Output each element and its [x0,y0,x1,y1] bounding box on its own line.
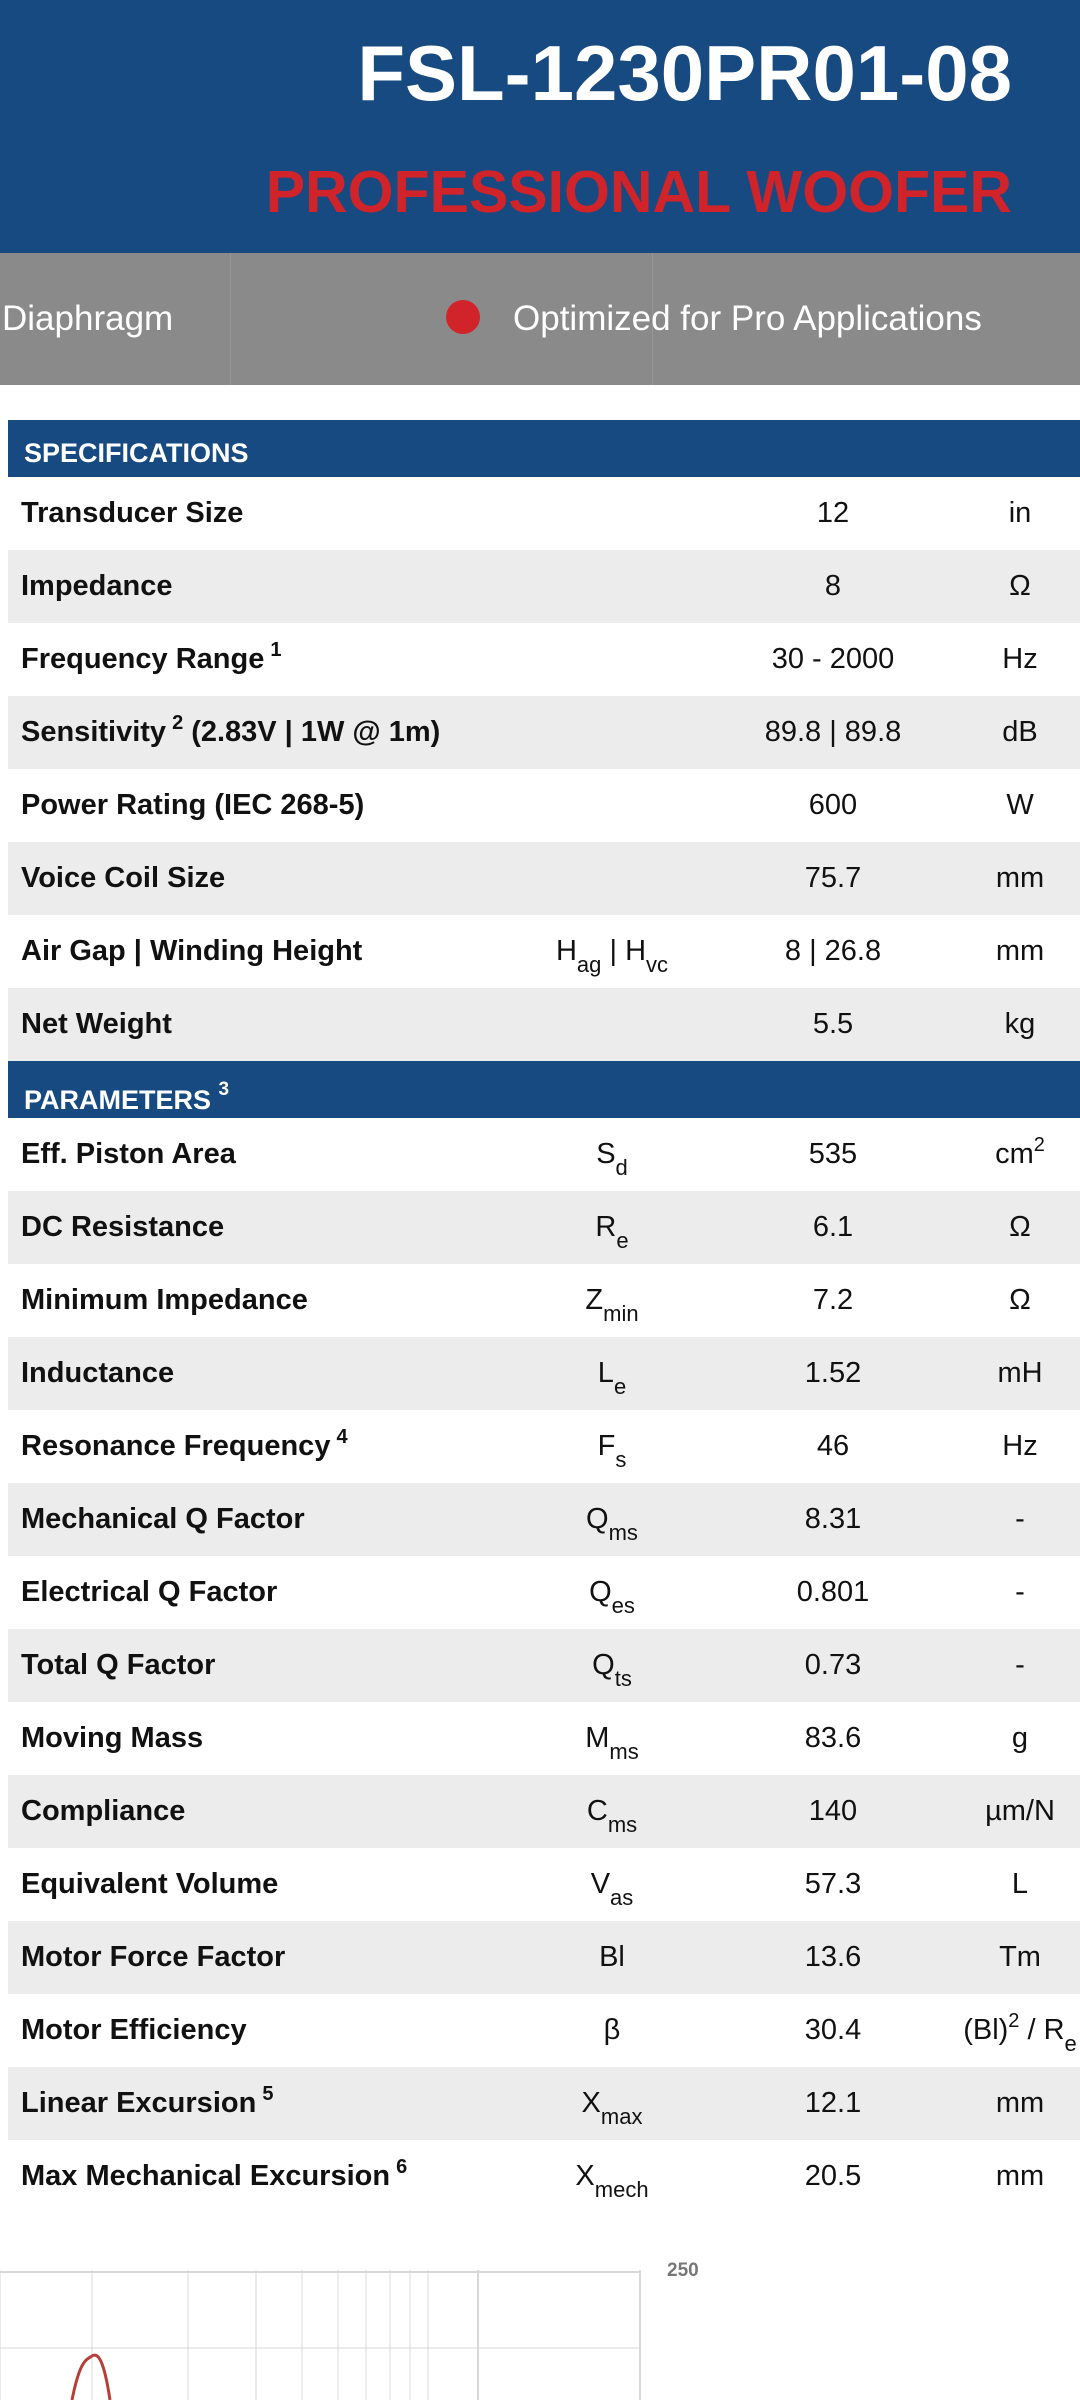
row-symbol [522,1264,702,1338]
row-symbol [522,1629,702,1703]
symbol-subscript: e [613,1374,627,1399]
row-unit [952,1775,1080,1848]
row-value: 5.5 [812,1008,854,1040]
row-name [21,1848,278,1921]
row-name [21,477,243,550]
row-label-suffix: (2.83V | 1W @ 1m) [191,716,441,748]
row-name [21,1921,285,1994]
header-banner [0,0,1080,253]
unit-main: W [1006,789,1034,821]
symbol-main: β [603,2014,621,2046]
row-label: Total Q Factor [21,1649,216,1681]
row-unit [952,1629,1080,1702]
table-row [8,1775,1080,1848]
symbol-main: H [555,935,577,967]
table-row [8,1994,1080,2067]
symbol-main: Bl [599,1941,625,1973]
row-value: 46 [816,1430,850,1462]
symbol-subscript: s [615,1447,627,1472]
unit-main: Ω [1009,1284,1031,1316]
symbol-subscript: ms [607,1812,638,1837]
footnote-marker: 6 [396,2156,408,2178]
parameters-title: PARAMETERS [24,1085,212,1115]
row-unit [952,1921,1080,1994]
unit-main: Hz [1002,1430,1038,1462]
row-symbol [522,1921,702,1994]
table-row [8,2067,1080,2140]
footnote-marker: 5 [262,2083,274,2105]
row-value: 1.52 [804,1357,862,1389]
row-name [21,1264,308,1337]
unit-main: - [1015,1503,1025,1535]
row-symbol [522,1848,702,1922]
row-symbol [522,915,702,989]
unit-superscript: 2 [1033,1134,1045,1156]
symbol-main: F [597,1430,616,1462]
row-value: 20.5 [804,2160,862,2192]
row-name [21,1702,203,1775]
row-label: Electrical Q Factor [21,1576,278,1608]
table-row [8,2140,1080,2213]
graph-axis-label: 250 [667,2260,699,2281]
row-unit [952,696,1080,769]
response-graph [0,2270,642,2400]
feature-diaphragm: Diaphragm [2,299,174,338]
specifications-rows [8,477,1080,1061]
row-name [21,1410,348,1486]
row-symbol [522,1410,702,1484]
row-symbol [522,1775,702,1849]
table-row [8,769,1080,842]
row-label: Inductance [21,1357,175,1389]
symbol-main: L [597,1357,614,1389]
row-symbol [522,1556,702,1630]
row-symbol [522,1118,702,1192]
symbol-main: Q [586,1503,609,1535]
row-label: Voice Coil Size [21,862,226,894]
symbol-separator: | [601,935,626,967]
row-unit [952,477,1080,550]
unit-main: kg [1004,1008,1036,1040]
table-row [8,696,1080,769]
row-unit [952,1556,1080,1629]
unit-main: Tm [999,1941,1041,1973]
row-name [21,1994,247,2067]
row-value: 12.1 [804,2087,862,2119]
product-subtitle: PROFESSIONAL WOOFER [265,159,1012,225]
row-name [21,1337,174,1410]
symbol-main: H [625,935,647,967]
unit-main: Ω [1009,1211,1031,1243]
row-label: Impedance [21,570,173,602]
symbol-main: X [575,2160,595,2192]
symbol-main: Q [589,1576,612,1608]
symbol-subscript: es [611,1593,635,1618]
table-row [8,842,1080,915]
row-name [21,1191,224,1264]
row-value: 0.801 [796,1576,870,1608]
symbol-subscript: d [615,1155,628,1180]
row-value: 30 - 2000 [771,643,895,675]
row-label: Frequency Range [21,643,265,675]
row-value: 75.7 [804,862,862,894]
row-label: Resonance Frequency [21,1430,331,1462]
footnote-marker: 1 [270,639,282,661]
row-name [21,1775,185,1848]
row-value: 600 [808,789,858,821]
symbol-main: X [581,2087,601,2119]
symbol-main: M [585,1722,610,1754]
row-name [21,1629,215,1702]
symbol-main: R [595,1211,617,1243]
parameters-header [8,1061,1080,1118]
unit-main: mm [995,935,1045,967]
symbol-subscript: max [600,2104,643,2129]
row-value: 8 | 26.8 [784,935,882,967]
bullet-dot-icon [446,300,480,334]
row-unit [952,842,1080,915]
graph-grid [0,2270,640,2400]
row-value: 30.4 [804,2014,862,2046]
unit-main: cm [995,1138,1034,1170]
unit-main: in [1008,497,1032,529]
row-name [21,696,440,772]
row-unit [952,1410,1080,1483]
table-row [8,477,1080,550]
row-label: Eff. Piston Area [21,1138,236,1170]
row-value: 57.3 [804,1868,862,1900]
row-label: Mechanical Q Factor [21,1503,305,1535]
table-row [8,1629,1080,1702]
row-label: Power Rating (IEC 268-5) [21,789,365,821]
row-value: 12 [816,497,850,529]
row-unit [952,988,1080,1061]
row-name [21,2140,407,2216]
symbol-main: C [586,1795,608,1827]
spec-table [8,420,1080,2213]
table-row [8,1337,1080,1410]
model-number: FSL-1230PR01-08 [357,29,1012,117]
unit-main: dB [1002,716,1038,748]
symbol-subscript: e [616,1228,629,1253]
unit-subscript: e [1064,2031,1077,2056]
table-row [8,1556,1080,1629]
row-label: Motor Efficiency [21,2014,247,2046]
symbol-subscript: ag [576,952,602,977]
feature-pro-applications: Optimized for Pro Applications [513,299,982,338]
unit-main: Ω [1009,570,1031,602]
row-label: Transducer Size [21,497,244,529]
unit-main: mm [995,2087,1045,2119]
row-symbol [522,2067,702,2141]
symbol-subscript: vc [646,952,669,977]
symbol-subscript: ts [614,1666,632,1691]
row-label: Minimum Impedance [21,1284,308,1316]
row-unit [952,1702,1080,1775]
row-value: 6.1 [812,1211,854,1243]
table-row [8,1848,1080,1921]
symbol-subscript: as [610,1885,634,1910]
row-value: 140 [808,1795,858,1827]
row-name [21,769,364,842]
specifications-header [8,420,1080,477]
table-row [8,1264,1080,1337]
response-curve [72,2355,110,2400]
row-value: 7.2 [812,1284,854,1316]
row-symbol [522,1994,702,2067]
row-label: Net Weight [21,1008,172,1040]
unit-main: mm [995,862,1045,894]
table-row [8,1921,1080,1994]
table-row [8,915,1080,988]
specifications-title: SPECIFICATIONS [24,438,249,468]
row-label: Motor Force Factor [21,1941,286,1973]
symbol-subscript: min [603,1301,639,1326]
unit-tail: / R [1019,2014,1065,2046]
row-unit [952,1191,1080,1264]
row-value: 13.6 [804,1941,862,1973]
unit-main: - [1015,1576,1025,1608]
table-row [8,1191,1080,1264]
unit-main: - [1015,1649,1025,1681]
row-value: 8.31 [804,1503,862,1535]
row-symbol [522,1483,702,1557]
unit-main: (Bl) [963,2014,1009,2046]
footnote-marker: 2 [172,712,184,734]
feature-bar [0,253,1080,385]
symbol-subscript: ms [608,1520,638,1545]
row-name [21,1556,277,1629]
table-row [8,988,1080,1061]
symbol-main: S [596,1138,616,1170]
row-value: 89.8 | 89.8 [764,716,902,748]
row-value: 535 [808,1138,858,1170]
row-unit [952,1264,1080,1337]
parameters-rows [8,1118,1080,2213]
row-unit [952,550,1080,623]
row-unit [952,623,1080,696]
row-symbol [522,2140,702,2214]
table-row [8,1410,1080,1483]
row-symbol [522,1191,702,1265]
symbol-main: Z [585,1284,604,1316]
row-unit [952,2067,1080,2140]
row-unit [952,1483,1080,1556]
row-value: 83.6 [804,1722,862,1754]
row-unit [952,1848,1080,1921]
row-name [21,915,362,988]
unit-main: µm/N [985,1795,1055,1827]
table-row [8,1483,1080,1556]
row-name [21,550,173,623]
footnote-marker: 4 [336,1426,348,1448]
table-row [8,550,1080,623]
symbol-main: V [590,1868,611,1900]
row-name [21,2067,273,2143]
row-name [21,842,225,915]
row-label: Compliance [21,1795,186,1827]
unit-main: Hz [1002,643,1038,675]
table-row [8,1702,1080,1775]
row-label: Max Mechanical Excursion [21,2160,391,2192]
row-name [21,1118,236,1191]
row-name [21,1483,305,1556]
symbol-main: Q [592,1649,615,1681]
row-unit [952,1337,1080,1410]
unit-superscript: 2 [1008,2010,1020,2032]
symbol-subscript: mech [594,2177,649,2202]
feature-separator [230,253,231,385]
unit-main: L [1011,1868,1029,1900]
row-unit [952,2140,1080,2213]
row-unit [952,1994,1080,2070]
parameters-note: 3 [218,1079,230,1100]
symbol-subscript: ms [609,1739,639,1764]
row-label: Sensitivity [21,716,167,748]
unit-main: g [1011,1722,1029,1754]
row-value: 0.73 [804,1649,862,1681]
row-symbol [522,1702,702,1776]
row-unit [952,769,1080,842]
row-label: DC Resistance [21,1211,225,1243]
row-value: 8 [824,570,842,602]
row-unit [952,1118,1080,1194]
row-unit [952,915,1080,988]
row-symbol [522,1337,702,1411]
table-row [8,1118,1080,1191]
table-row [8,623,1080,696]
row-name [21,623,281,699]
unit-main: mm [995,2160,1045,2192]
row-label: Air Gap | Winding Height [21,935,363,967]
unit-main: mH [997,1357,1043,1389]
row-label: Equivalent Volume [21,1868,279,1900]
row-label: Moving Mass [21,1722,204,1754]
row-label: Linear Excursion [21,2087,257,2119]
row-name [21,988,172,1061]
